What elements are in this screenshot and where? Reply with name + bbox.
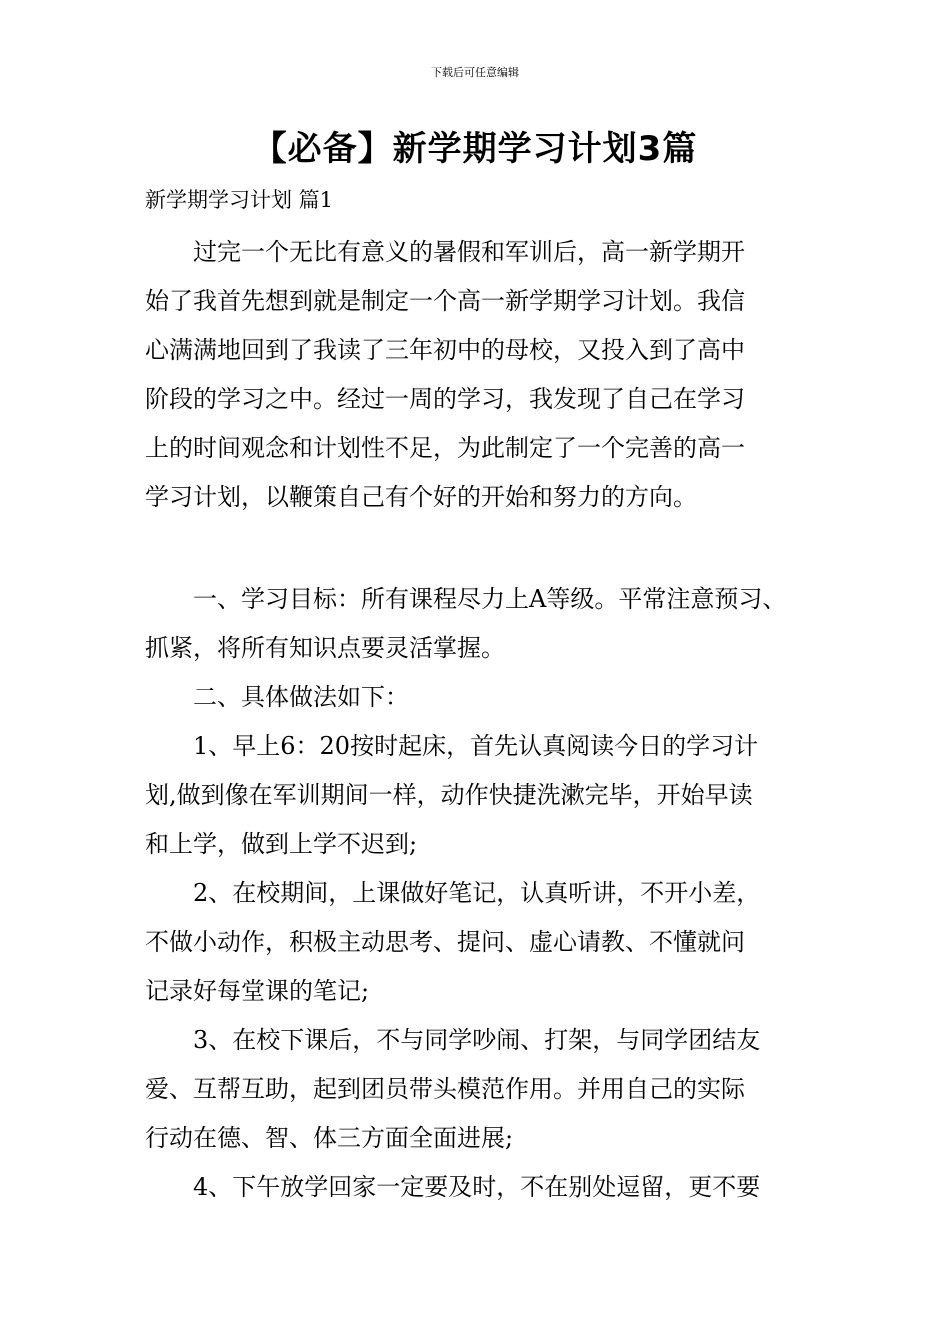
text-line: 3、在校下课后，不与同学吵闹、打架，与同学团结友	[193, 1026, 761, 1054]
text-line: 划,做到像在军训期间一样，动作快捷洗漱完毕，开始早读	[145, 781, 753, 809]
item-2-paragraph	[145, 869, 810, 1016]
text-line: 过完一个无比有意义的暑假和军训后，高一新学期开	[193, 238, 745, 266]
text-line: 爱、互帮互助，起到团员带头模范作用。并用自己的实际	[145, 1075, 745, 1103]
text-line: 不做小动作，积极主动思考、提问、虚心请教、不懂就问	[145, 928, 745, 956]
document-title: 【必备】新学期学习计划3篇	[252, 129, 698, 169]
item-3-paragraph	[145, 1016, 810, 1163]
plan-body	[145, 575, 810, 1212]
text-line: 1、早上6：20按时起床，首先认真阅读今日的学习计	[193, 732, 759, 760]
text-line: 4、下午放学回家一定要及时，不在别处逗留，更不要	[193, 1173, 761, 1201]
text-line: 始了我首先想到就是制定一个高一新学期学习计划。我信	[145, 287, 745, 315]
intro-paragraph	[145, 228, 810, 522]
goal-paragraph	[145, 575, 810, 673]
paragraph	[145, 228, 810, 522]
item-1-paragraph	[145, 722, 810, 869]
text-line: 心满满地回到了我读了三年初中的母校，又投入到了高中	[145, 336, 745, 364]
text-line: 抓紧，将所有知识点要灵活掌握。	[145, 634, 505, 662]
section-heading: 新学期学习计划 篇1	[145, 188, 334, 212]
text-line: 学习计划，以鞭策自己有个好的开始和努力的方向。	[145, 483, 697, 511]
text-line: 行动在德、智、体三方面全面进展;	[145, 1124, 514, 1152]
text-line: 2、在校期间，上课做好笔记，认真听讲，不开小差，	[193, 879, 761, 907]
text-line: 和上学，做到上学不迟到;	[145, 830, 418, 858]
text-line: 记录好每堂课的笔记;	[145, 977, 370, 1005]
text-line: 一、学习目标：所有课程尽力上A等级。平常注意预习、	[193, 585, 787, 613]
header-note: 下载后可任意编辑	[431, 66, 519, 79]
text-line: 上的时间观念和计划性不足，为此制定了一个完善的高一	[145, 434, 745, 462]
item-4-paragraph	[145, 1163, 810, 1212]
method-heading	[145, 673, 810, 722]
text-line: 阶段的学习之中。经过一周的学习，我发现了自己在学习	[145, 385, 745, 413]
text-line: 二、具体做法如下：	[193, 683, 409, 711]
